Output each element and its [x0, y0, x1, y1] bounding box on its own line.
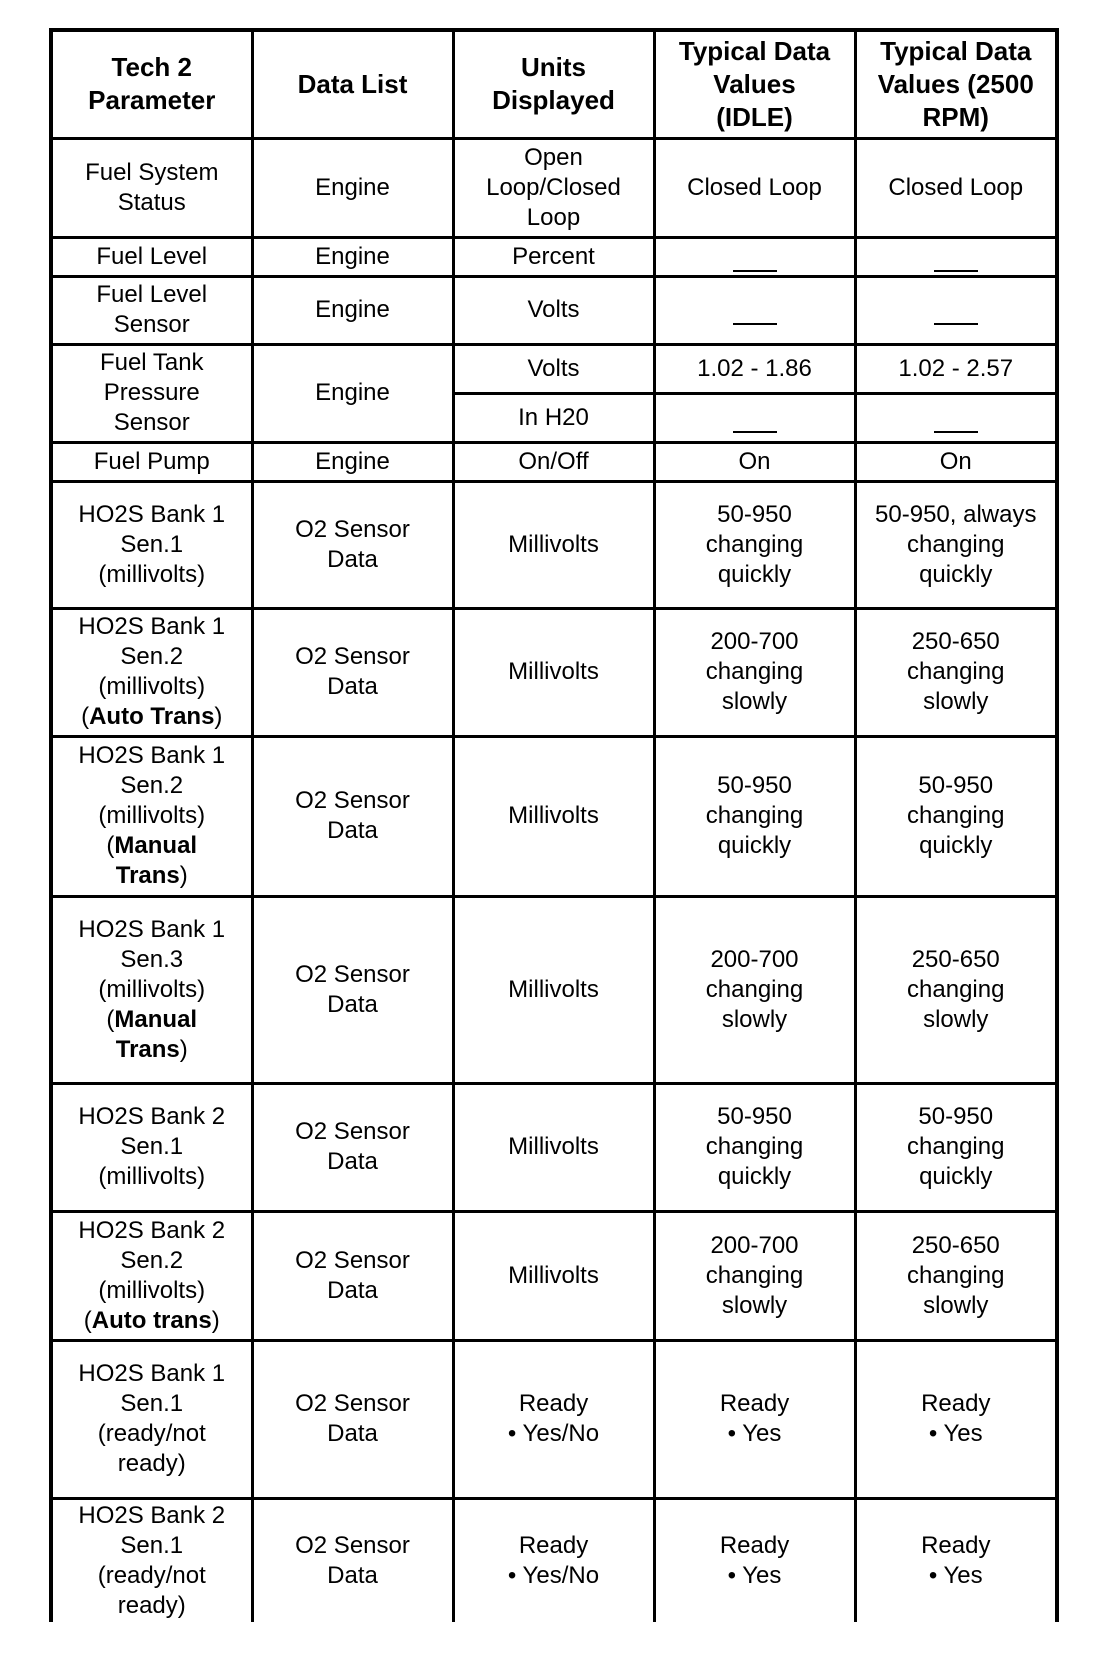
cell-parameter: HO2S Bank 1 Sen.1 (millivolts) [51, 481, 252, 608]
cell-rpm-value: 250-650 changing slowly [855, 896, 1057, 1083]
cell-rpm-value: Closed Loop [855, 138, 1057, 237]
cell-data-list: O2 Sensor Data [252, 1340, 453, 1498]
cell-units: In H20 [453, 393, 654, 442]
cell-units: Millivolts [453, 736, 654, 896]
table-row [51, 896, 1057, 1083]
cell-units: Millivolts [453, 1211, 654, 1340]
cell-idle-value: 50-950 changing quickly [654, 1083, 855, 1211]
header-row [51, 30, 1057, 138]
cell-data-list: O2 Sensor Data [252, 1498, 453, 1622]
header-typical-idle: Typical Data Values (IDLE) [654, 30, 855, 138]
cell-rpm-value: 250-650 changing slowly [855, 608, 1057, 736]
cell-data-list: Engine [252, 138, 453, 237]
cell-rpm-value: On [855, 442, 1057, 481]
cell-data-list: O2 Sensor Data [252, 608, 453, 736]
cell-idle-value: Closed Loop [654, 138, 855, 237]
cell-parameter: HO2S Bank 1 Sen.1 (ready/not ready) [51, 1340, 252, 1498]
cell-data-list: O2 Sensor Data [252, 1211, 453, 1340]
cell-rpm-value: 250-650 changing slowly [855, 1211, 1057, 1340]
cell-idle-value: 200-700 changing slowly [654, 608, 855, 736]
cell-data-list: Engine [252, 237, 453, 276]
cell-idle-value: On [654, 442, 855, 481]
blank-line [934, 260, 978, 272]
cell-parameter: Fuel Level Sensor [51, 276, 252, 344]
cell-idle-value: 200-700 changing slowly [654, 896, 855, 1083]
cell-units: Open Loop/Closed Loop [453, 138, 654, 237]
header-typical-2500rpm: Typical Data Values (2500 RPM) [855, 30, 1057, 138]
cell-rpm-value: 50-950 changing quickly [855, 736, 1057, 896]
header-tech2-parameter: Tech 2 Parameter [51, 30, 252, 138]
cell-units: Millivolts [453, 608, 654, 736]
cell-rpm-value: 50-950 changing quickly [855, 1083, 1057, 1211]
cell-data-list: Engine [252, 442, 453, 481]
blank-line [733, 260, 777, 272]
cell-parameter: HO2S Bank 2 Sen.1 (millivolts) [51, 1083, 252, 1211]
cell-idle-value: Ready • Yes [654, 1498, 855, 1622]
blank-line [934, 421, 978, 433]
cell-data-list: O2 Sensor Data [252, 736, 453, 896]
blank-line [733, 421, 777, 433]
cell-rpm-value: 1.02 - 2.57 [855, 344, 1057, 393]
cell-rpm-value: 50-950, always changing quickly [855, 481, 1057, 608]
cell-units: Millivolts [453, 481, 654, 608]
blank-line [733, 313, 777, 325]
header-units-displayed: Units Displayed [453, 30, 654, 138]
cell-units: On/Off [453, 442, 654, 481]
cell-units: Volts [453, 276, 654, 344]
cell-parameter: Fuel Level [51, 237, 252, 276]
cell-parameter: Fuel System Status [51, 138, 252, 237]
cell-idle-value: 50-950 changing quickly [654, 736, 855, 896]
cell-parameter: HO2S Bank 2 Sen.1 (ready/not ready) [51, 1498, 252, 1622]
table-row [51, 138, 1057, 237]
cell-units: Millivolts [453, 1083, 654, 1211]
cell-parameter: HO2S Bank 1 Sen.2 (millivolts) (Manual Trans) [51, 736, 252, 896]
cell-parameter: HO2S Bank 1 Sen.3 (millivolts) (Manual Trans) [51, 896, 252, 1083]
cell-units: Ready • Yes/No [453, 1340, 654, 1498]
cell-data-list: O2 Sensor Data [252, 896, 453, 1083]
cell-parameter: HO2S Bank 2 Sen.2 (millivolts) (Auto trans) [51, 1211, 252, 1340]
cell-units: Millivolts [453, 896, 654, 1083]
table-row [51, 1498, 1057, 1622]
header-data-list: Data List [252, 30, 453, 138]
table-row [51, 1083, 1057, 1211]
table-row [51, 442, 1057, 481]
cell-data-list: O2 Sensor Data [252, 481, 453, 608]
cell-units: Ready • Yes/No [453, 1498, 654, 1622]
cell-parameter: HO2S Bank 1 Sen.2 (millivolts) (Auto Trans) [51, 608, 252, 736]
cell-units: Volts [453, 344, 654, 393]
table-row [51, 608, 1057, 736]
table-row [51, 237, 1057, 276]
cell-rpm-value [855, 276, 1057, 344]
cell-parameter: Fuel Pump [51, 442, 252, 481]
cell-parameter: Fuel Tank Pressure Sensor [51, 344, 252, 442]
cell-rpm-value: Ready • Yes [855, 1498, 1057, 1622]
tech2-data-table [49, 28, 1059, 1622]
cell-data-list: Engine [252, 276, 453, 344]
cell-units: Percent [453, 237, 654, 276]
cell-rpm-value [855, 237, 1057, 276]
blank-line [934, 313, 978, 325]
cell-idle-value: 1.02 - 1.86 [654, 344, 855, 393]
cell-idle-value [654, 393, 855, 442]
table-row [51, 481, 1057, 608]
cell-idle-value [654, 276, 855, 344]
cell-data-list: O2 Sensor Data [252, 1083, 453, 1211]
table-row [51, 736, 1057, 896]
table-row [51, 344, 1057, 393]
cell-idle-value: 50-950 changing quickly [654, 481, 855, 608]
cell-data-list: Engine [252, 344, 453, 442]
cell-idle-value: 200-700 changing slowly [654, 1211, 855, 1340]
table-row [51, 1211, 1057, 1340]
cell-idle-value [654, 237, 855, 276]
cell-idle-value: Ready • Yes [654, 1340, 855, 1498]
table-row [51, 1340, 1057, 1498]
table-row [51, 276, 1057, 344]
cell-rpm-value [855, 393, 1057, 442]
cell-rpm-value: Ready • Yes [855, 1340, 1057, 1498]
